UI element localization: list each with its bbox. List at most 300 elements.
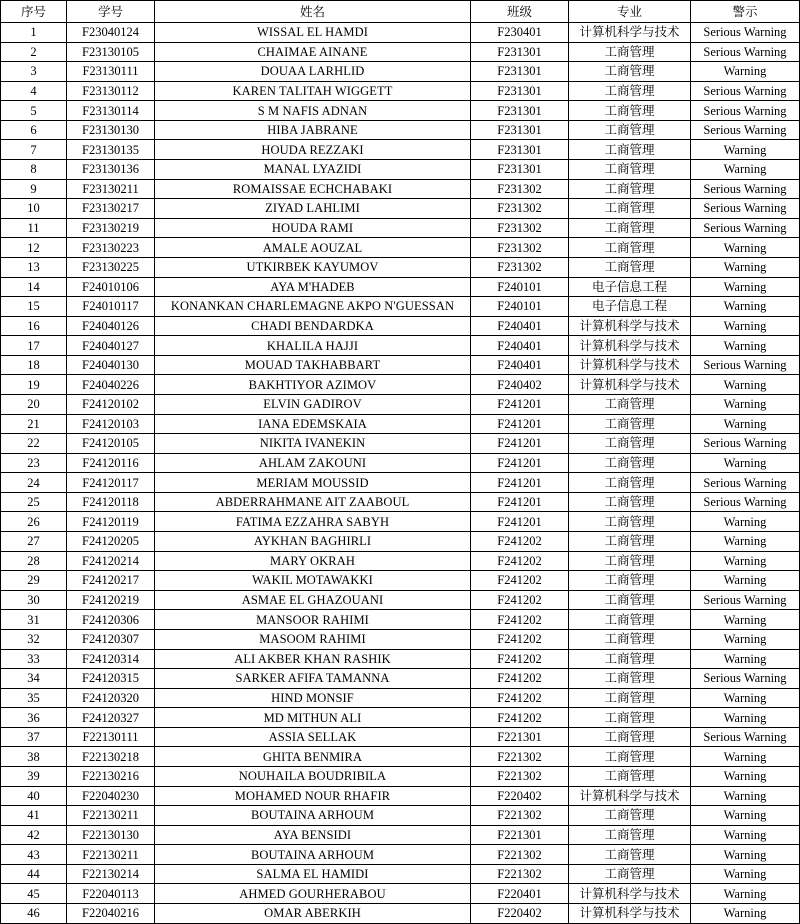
cell-student-id: F24040226 <box>67 375 155 395</box>
cell-class: F241202 <box>471 669 569 689</box>
cell-major: 工商管理 <box>569 120 691 140</box>
table-row <box>1 492 800 512</box>
cell-warning: Warning <box>691 257 800 277</box>
cell-index: 20 <box>1 394 67 414</box>
cell-class: F241202 <box>471 532 569 552</box>
cell-class: F230401 <box>471 23 569 43</box>
cell-name: BOUTAINA ARHOUM <box>155 806 471 826</box>
cell-name: ELVIN GADIROV <box>155 394 471 414</box>
cell-class: F231301 <box>471 140 569 160</box>
cell-student-id: F22130211 <box>67 806 155 826</box>
cell-name: MANSOOR RAHIMI <box>155 610 471 630</box>
cell-class: F241202 <box>471 551 569 571</box>
cell-student-id: F24120119 <box>67 512 155 532</box>
cell-class: F241201 <box>471 512 569 532</box>
cell-index: 23 <box>1 453 67 473</box>
header-major: 专业 <box>569 1 691 23</box>
cell-class: F241202 <box>471 590 569 610</box>
cell-warning: Warning <box>691 884 800 904</box>
cell-major: 工商管理 <box>569 62 691 82</box>
header-warning: 警示 <box>691 1 800 23</box>
table-row <box>1 688 800 708</box>
cell-student-id: F23130135 <box>67 140 155 160</box>
cell-name: UTKIRBEK KAYUMOV <box>155 257 471 277</box>
cell-warning: Serious Warning <box>691 355 800 375</box>
cell-index: 40 <box>1 786 67 806</box>
cell-index: 4 <box>1 81 67 101</box>
cell-index: 17 <box>1 336 67 356</box>
cell-name: WAKIL MOTAWAKKI <box>155 571 471 591</box>
cell-warning: Warning <box>691 277 800 297</box>
table-row <box>1 747 800 767</box>
cell-warning: Warning <box>691 140 800 160</box>
cell-warning: Serious Warning <box>691 23 800 43</box>
cell-major: 电子信息工程 <box>569 277 691 297</box>
cell-major: 工商管理 <box>569 649 691 669</box>
header-class: 班级 <box>471 1 569 23</box>
cell-major: 工商管理 <box>569 727 691 747</box>
table-row <box>1 23 800 43</box>
cell-class: F241201 <box>471 434 569 454</box>
cell-student-id: F23130114 <box>67 101 155 121</box>
cell-class: F241202 <box>471 629 569 649</box>
cell-major: 工商管理 <box>569 708 691 728</box>
cell-name: HOUDA REZZAKI <box>155 140 471 160</box>
cell-name: S M NAFIS ADNAN <box>155 101 471 121</box>
cell-class: F240401 <box>471 316 569 336</box>
cell-class: F241202 <box>471 688 569 708</box>
cell-warning: Warning <box>691 845 800 865</box>
cell-class: F241201 <box>471 473 569 493</box>
cell-class: F241201 <box>471 394 569 414</box>
cell-name: HOUDA RAMI <box>155 218 471 238</box>
cell-index: 45 <box>1 884 67 904</box>
cell-index: 16 <box>1 316 67 336</box>
table-row <box>1 532 800 552</box>
cell-class: F240101 <box>471 297 569 317</box>
cell-warning: Warning <box>691 806 800 826</box>
cell-warning: Serious Warning <box>691 727 800 747</box>
cell-index: 46 <box>1 904 67 924</box>
cell-major: 工商管理 <box>569 238 691 258</box>
cell-class: F231301 <box>471 42 569 62</box>
cell-warning: Warning <box>691 336 800 356</box>
cell-index: 10 <box>1 199 67 219</box>
cell-name: DOUAA LARHLID <box>155 62 471 82</box>
cell-major: 工商管理 <box>569 218 691 238</box>
cell-name: KHALILA HAJJI <box>155 336 471 356</box>
table-row <box>1 62 800 82</box>
cell-class: F221302 <box>471 864 569 884</box>
cell-warning: Warning <box>691 747 800 767</box>
cell-class: F231301 <box>471 62 569 82</box>
cell-name: ASSIA SELLAK <box>155 727 471 747</box>
cell-student-id: F24120314 <box>67 649 155 669</box>
cell-warning: Warning <box>691 864 800 884</box>
cell-index: 8 <box>1 160 67 180</box>
cell-warning: Warning <box>691 786 800 806</box>
table-row <box>1 238 800 258</box>
cell-index: 36 <box>1 708 67 728</box>
cell-name: OMAR ABERKIH <box>155 904 471 924</box>
cell-student-id: F24120117 <box>67 473 155 493</box>
cell-student-id: F24120118 <box>67 492 155 512</box>
table-row <box>1 140 800 160</box>
table-row <box>1 375 800 395</box>
cell-class: F221302 <box>471 845 569 865</box>
table-row <box>1 845 800 865</box>
cell-class: F221301 <box>471 727 569 747</box>
cell-student-id: F24120307 <box>67 629 155 649</box>
cell-warning: Serious Warning <box>691 590 800 610</box>
cell-student-id: F22040216 <box>67 904 155 924</box>
cell-index: 9 <box>1 179 67 199</box>
table-row <box>1 355 800 375</box>
cell-warning: Serious Warning <box>691 179 800 199</box>
cell-major: 工商管理 <box>569 571 691 591</box>
cell-warning: Warning <box>691 708 800 728</box>
cell-index: 28 <box>1 551 67 571</box>
cell-name: ROMAISSAE ECHCHABAKI <box>155 179 471 199</box>
cell-major: 工商管理 <box>569 179 691 199</box>
cell-student-id: F22130216 <box>67 766 155 786</box>
cell-class: F221302 <box>471 806 569 826</box>
cell-name: NIKITA IVANEKIN <box>155 434 471 454</box>
cell-major: 工商管理 <box>569 414 691 434</box>
table-row <box>1 257 800 277</box>
table-row <box>1 708 800 728</box>
cell-index: 11 <box>1 218 67 238</box>
table-row <box>1 571 800 591</box>
cell-index: 24 <box>1 473 67 493</box>
cell-class: F240401 <box>471 336 569 356</box>
cell-major: 工商管理 <box>569 160 691 180</box>
cell-class: F231301 <box>471 101 569 121</box>
cell-index: 14 <box>1 277 67 297</box>
cell-major: 工商管理 <box>569 492 691 512</box>
cell-student-id: F23130112 <box>67 81 155 101</box>
table-row <box>1 610 800 630</box>
cell-name: NOUHAILA BOUDRIBILA <box>155 766 471 786</box>
cell-class: F231302 <box>471 179 569 199</box>
cell-class: F240402 <box>471 375 569 395</box>
cell-warning: Warning <box>691 551 800 571</box>
cell-major: 工商管理 <box>569 140 691 160</box>
cell-class: F220402 <box>471 786 569 806</box>
cell-student-id: F22040113 <box>67 884 155 904</box>
table-row <box>1 590 800 610</box>
cell-name: MARY OKRAH <box>155 551 471 571</box>
cell-major: 工商管理 <box>569 473 691 493</box>
cell-index: 35 <box>1 688 67 708</box>
cell-major: 工商管理 <box>569 688 691 708</box>
table-row <box>1 101 800 121</box>
cell-index: 13 <box>1 257 67 277</box>
cell-index: 33 <box>1 649 67 669</box>
cell-index: 44 <box>1 864 67 884</box>
table-row <box>1 297 800 317</box>
cell-major: 工商管理 <box>569 453 691 473</box>
cell-index: 7 <box>1 140 67 160</box>
cell-index: 19 <box>1 375 67 395</box>
cell-warning: Serious Warning <box>691 434 800 454</box>
cell-major: 工商管理 <box>569 257 691 277</box>
cell-student-id: F24120205 <box>67 532 155 552</box>
cell-student-id: F23130136 <box>67 160 155 180</box>
cell-student-id: F23130105 <box>67 42 155 62</box>
cell-warning: Serious Warning <box>691 199 800 219</box>
cell-name: AYA BENSIDI <box>155 825 471 845</box>
cell-class: F221301 <box>471 825 569 845</box>
cell-name: ASMAE EL GHAZOUANI <box>155 590 471 610</box>
cell-student-id: F23130211 <box>67 179 155 199</box>
cell-warning: Warning <box>691 238 800 258</box>
cell-name: KONANKAN CHARLEMAGNE AKPO N'GUESSAN <box>155 297 471 317</box>
cell-major: 工商管理 <box>569 551 691 571</box>
cell-warning: Warning <box>691 904 800 924</box>
cell-index: 3 <box>1 62 67 82</box>
cell-warning: Warning <box>691 297 800 317</box>
cell-index: 30 <box>1 590 67 610</box>
cell-name: KAREN TALITAH WIGGETT <box>155 81 471 101</box>
cell-class: F231302 <box>471 257 569 277</box>
cell-student-id: F23130217 <box>67 199 155 219</box>
cell-index: 37 <box>1 727 67 747</box>
cell-student-id: F23130130 <box>67 120 155 140</box>
cell-major: 工商管理 <box>569 629 691 649</box>
table-row <box>1 434 800 454</box>
table-row <box>1 81 800 101</box>
cell-name: AHLAM ZAKOUNI <box>155 453 471 473</box>
cell-name: ZIYAD LAHLIMI <box>155 199 471 219</box>
cell-name: MD MITHUN ALI <box>155 708 471 728</box>
cell-name: SALMA EL HAMIDI <box>155 864 471 884</box>
cell-major: 计算机科学与技术 <box>569 355 691 375</box>
table-row <box>1 512 800 532</box>
cell-student-id: F22130214 <box>67 864 155 884</box>
cell-student-id: F24120217 <box>67 571 155 591</box>
cell-name: FATIMA EZZAHRA SABYH <box>155 512 471 532</box>
cell-name: MOUAD TAKHABBART <box>155 355 471 375</box>
cell-major: 工商管理 <box>569 845 691 865</box>
cell-student-id: F24120306 <box>67 610 155 630</box>
cell-student-id: F22130211 <box>67 845 155 865</box>
cell-major: 工商管理 <box>569 669 691 689</box>
cell-major: 工商管理 <box>569 101 691 121</box>
cell-class: F241201 <box>471 414 569 434</box>
cell-student-id: F24010106 <box>67 277 155 297</box>
cell-student-id: F24120315 <box>67 669 155 689</box>
table-row <box>1 120 800 140</box>
cell-index: 43 <box>1 845 67 865</box>
cell-major: 计算机科学与技术 <box>569 884 691 904</box>
cell-class: F231301 <box>471 81 569 101</box>
cell-index: 6 <box>1 120 67 140</box>
cell-warning: Serious Warning <box>691 101 800 121</box>
cell-major: 工商管理 <box>569 42 691 62</box>
table-row <box>1 277 800 297</box>
cell-major: 工商管理 <box>569 199 691 219</box>
cell-student-id: F24010117 <box>67 297 155 317</box>
cell-class: F231302 <box>471 199 569 219</box>
cell-student-id: F24120116 <box>67 453 155 473</box>
cell-name: GHITA BENMIRA <box>155 747 471 767</box>
cell-warning: Warning <box>691 512 800 532</box>
cell-name: CHAIMAE AINANE <box>155 42 471 62</box>
cell-warning: Warning <box>691 532 800 552</box>
cell-name: BAKHTIYOR AZIMOV <box>155 375 471 395</box>
cell-index: 29 <box>1 571 67 591</box>
cell-class: F240401 <box>471 355 569 375</box>
cell-student-id: F24120327 <box>67 708 155 728</box>
cell-student-id: F24120320 <box>67 688 155 708</box>
cell-student-id: F22130218 <box>67 747 155 767</box>
cell-index: 5 <box>1 101 67 121</box>
cell-student-id: F22130130 <box>67 825 155 845</box>
header-name: 姓名 <box>155 1 471 23</box>
cell-warning: Warning <box>691 610 800 630</box>
cell-class: F231302 <box>471 218 569 238</box>
cell-student-id: F24040127 <box>67 336 155 356</box>
cell-class: F241202 <box>471 649 569 669</box>
cell-name: MOHAMED NOUR RHAFIR <box>155 786 471 806</box>
cell-major: 工商管理 <box>569 394 691 414</box>
cell-warning: Warning <box>691 649 800 669</box>
cell-class: F231301 <box>471 160 569 180</box>
cell-name: AHMED GOURHERABOU <box>155 884 471 904</box>
table-row <box>1 414 800 434</box>
cell-index: 34 <box>1 669 67 689</box>
cell-student-id: F24120219 <box>67 590 155 610</box>
cell-index: 22 <box>1 434 67 454</box>
table-row <box>1 551 800 571</box>
cell-index: 2 <box>1 42 67 62</box>
cell-major: 工商管理 <box>569 825 691 845</box>
table-header-row <box>1 1 800 23</box>
cell-class: F221302 <box>471 747 569 767</box>
cell-index: 39 <box>1 766 67 786</box>
cell-index: 31 <box>1 610 67 630</box>
table-row <box>1 336 800 356</box>
cell-warning: Warning <box>691 414 800 434</box>
cell-index: 41 <box>1 806 67 826</box>
cell-warning: Serious Warning <box>691 492 800 512</box>
cell-warning: Warning <box>691 453 800 473</box>
table-row <box>1 394 800 414</box>
cell-major: 工商管理 <box>569 766 691 786</box>
cell-major: 计算机科学与技术 <box>569 786 691 806</box>
cell-index: 1 <box>1 23 67 43</box>
cell-warning: Warning <box>691 688 800 708</box>
cell-name: CHADI BENDARDKA <box>155 316 471 336</box>
table-row <box>1 42 800 62</box>
cell-class: F221302 <box>471 766 569 786</box>
cell-name: ABDERRAHMANE AIT ZAABOUL <box>155 492 471 512</box>
cell-class: F231302 <box>471 238 569 258</box>
cell-student-id: F24120214 <box>67 551 155 571</box>
table-row <box>1 179 800 199</box>
cell-major: 计算机科学与技术 <box>569 23 691 43</box>
cell-class: F241201 <box>471 492 569 512</box>
cell-student-id: F22040230 <box>67 786 155 806</box>
cell-major: 计算机科学与技术 <box>569 336 691 356</box>
cell-index: 21 <box>1 414 67 434</box>
cell-student-id: F23130219 <box>67 218 155 238</box>
cell-class: F241202 <box>471 571 569 591</box>
table-row <box>1 864 800 884</box>
cell-class: F241201 <box>471 453 569 473</box>
table-row <box>1 727 800 747</box>
cell-warning: Warning <box>691 766 800 786</box>
table-row <box>1 766 800 786</box>
cell-name: IANA EDEMSKAIA <box>155 414 471 434</box>
cell-index: 12 <box>1 238 67 258</box>
header-student-id: 学号 <box>67 1 155 23</box>
cell-major: 工商管理 <box>569 747 691 767</box>
cell-warning: Serious Warning <box>691 669 800 689</box>
table-row <box>1 473 800 493</box>
cell-major: 工商管理 <box>569 806 691 826</box>
cell-name: HIBA JABRANE <box>155 120 471 140</box>
table-row <box>1 884 800 904</box>
cell-class: F231301 <box>471 120 569 140</box>
cell-index: 18 <box>1 355 67 375</box>
cell-major: 工商管理 <box>569 610 691 630</box>
cell-major: 工商管理 <box>569 532 691 552</box>
table-row <box>1 806 800 826</box>
cell-major: 工商管理 <box>569 512 691 532</box>
cell-major: 电子信息工程 <box>569 297 691 317</box>
cell-warning: Warning <box>691 160 800 180</box>
cell-student-id: F24040126 <box>67 316 155 336</box>
cell-student-id: F22130111 <box>67 727 155 747</box>
table-row <box>1 825 800 845</box>
cell-major: 计算机科学与技术 <box>569 375 691 395</box>
cell-major: 工商管理 <box>569 81 691 101</box>
cell-name: MANAL LYAZIDI <box>155 160 471 180</box>
cell-index: 42 <box>1 825 67 845</box>
cell-student-id: F23040124 <box>67 23 155 43</box>
cell-class: F241202 <box>471 708 569 728</box>
cell-warning: Warning <box>691 825 800 845</box>
table-row <box>1 453 800 473</box>
cell-name: MASOOM RAHIMI <box>155 629 471 649</box>
cell-class: F241202 <box>471 610 569 630</box>
cell-class: F220401 <box>471 884 569 904</box>
cell-name: BOUTAINA ARHOUM <box>155 845 471 865</box>
cell-major: 工商管理 <box>569 434 691 454</box>
cell-index: 15 <box>1 297 67 317</box>
cell-student-id: F24120103 <box>67 414 155 434</box>
cell-name: MERIAM MOUSSID <box>155 473 471 493</box>
cell-name: WISSAL EL HAMDI <box>155 23 471 43</box>
cell-name: SARKER AFIFA TAMANNA <box>155 669 471 689</box>
cell-warning: Warning <box>691 394 800 414</box>
cell-student-id: F24120102 <box>67 394 155 414</box>
cell-class: F240101 <box>471 277 569 297</box>
cell-index: 27 <box>1 532 67 552</box>
cell-student-id: F24040130 <box>67 355 155 375</box>
cell-warning: Warning <box>691 375 800 395</box>
cell-warning: Warning <box>691 629 800 649</box>
table-row <box>1 316 800 336</box>
cell-student-id: F23130225 <box>67 257 155 277</box>
table-body <box>1 23 800 924</box>
cell-warning: Serious Warning <box>691 120 800 140</box>
cell-name: AMALE AOUZAL <box>155 238 471 258</box>
cell-student-id: F24120105 <box>67 434 155 454</box>
cell-warning: Warning <box>691 62 800 82</box>
